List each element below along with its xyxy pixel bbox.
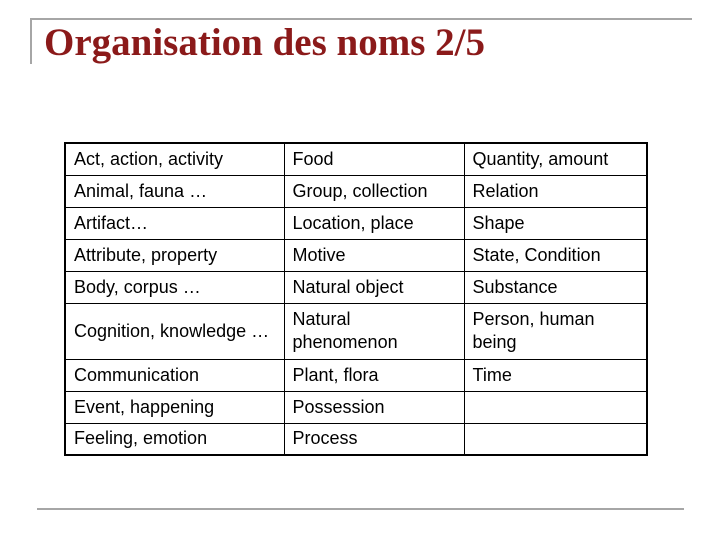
table-row [65,207,647,239]
table-cell: Food [284,143,464,175]
table-cell: Cognition, knowledge … [65,303,284,359]
table-cell: Motive [284,239,464,271]
table-cell: Natural phenomenon [284,303,464,359]
table-cell: Feeling, emotion [65,423,284,455]
table-cell: Act, action, activity [65,143,284,175]
table-cell: Body, corpus … [65,271,284,303]
table-cell: Time [464,359,647,391]
table-cell [464,391,647,423]
table-cell [464,423,647,455]
table-cell: State, Condition [464,239,647,271]
table-cell: Shape [464,207,647,239]
table-cell: Communication [65,359,284,391]
table-cell: Relation [464,175,647,207]
slide-frame-top-line [30,18,692,20]
slide-frame-left-line [30,18,32,64]
table-cell: Location, place [284,207,464,239]
table-cell: Event, happening [65,391,284,423]
table-row [65,423,647,455]
noun-categories-table [64,142,648,456]
table-cell: Natural object [284,271,464,303]
table-cell: Possession [284,391,464,423]
table-row [65,239,647,271]
table-row [65,359,647,391]
table-row [65,143,647,175]
table-cell: Animal, fauna … [65,175,284,207]
table-row [65,303,647,359]
table-row [65,391,647,423]
table-cell: Process [284,423,464,455]
table-cell: Plant, flora [284,359,464,391]
table-row [65,271,647,303]
table-cell: Substance [464,271,647,303]
table-cell: Group, collection [284,175,464,207]
table-cell: Person, human being [464,303,647,359]
table-cell: Artifact… [65,207,284,239]
slide-title: Organisation des noms 2/5 [44,21,485,64]
table-row [65,175,647,207]
table-cell: Quantity, amount [464,143,647,175]
slide-frame-bottom-line [37,508,684,510]
table-cell: Attribute, property [65,239,284,271]
